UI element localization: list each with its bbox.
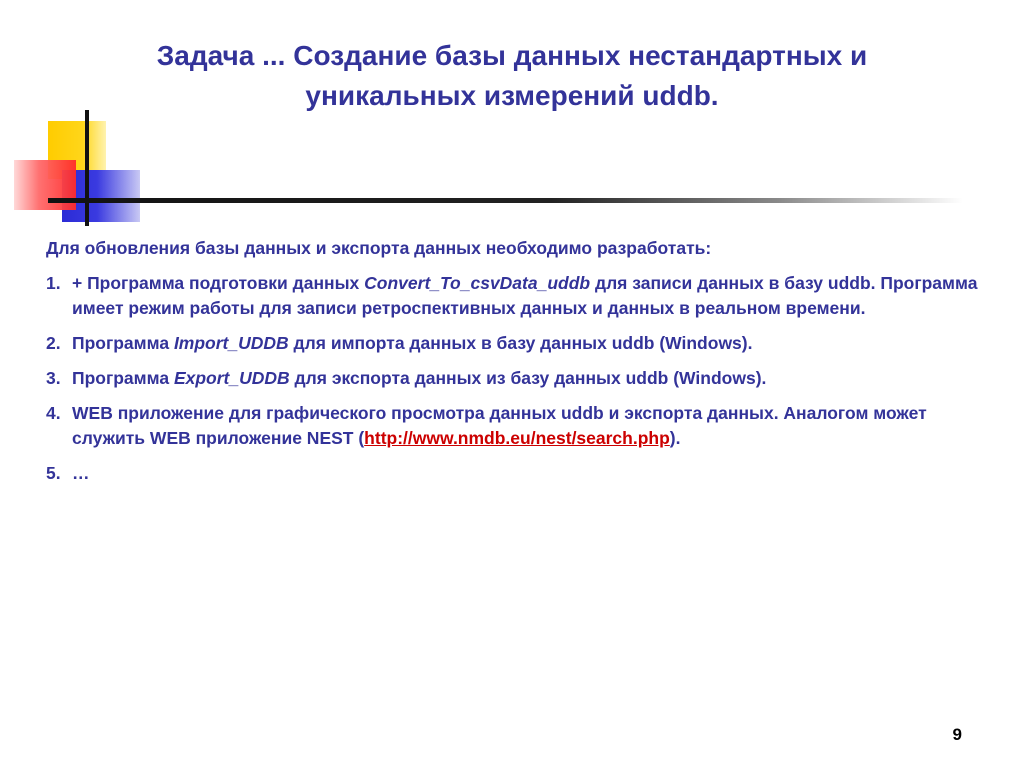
list-item <box>46 271 986 321</box>
item-text: для записи данных в базу uddb. Программа имеет режим работы для записи ретроспективных данных и данных в реальном времени. <box>72 273 978 318</box>
title-line-1: Задача ... Создание базы данных нестандартных и <box>156 40 868 71</box>
list-item <box>46 331 986 356</box>
horizontal-rule <box>48 198 963 203</box>
item-number: 2. <box>46 333 61 353</box>
item-text: WEB приложение для графического просмотра данных uddb и экспорта данных. Аналогом может служить WEB приложение NEST ( <box>72 403 927 448</box>
item-number: 3. <box>46 368 61 388</box>
list-item <box>46 401 986 451</box>
list-item <box>46 461 986 486</box>
nest-link[interactable]: http://www.nmdb.eu/nest/search.php <box>364 428 670 448</box>
program-name: Export_UDDB <box>173 368 290 388</box>
list-item <box>46 366 986 391</box>
item-text: Программа <box>72 368 174 388</box>
item-text: для импорта данных в базу данных uddb (Windows). <box>288 333 753 353</box>
item-number: 5. <box>46 463 61 483</box>
slide-title <box>40 36 984 116</box>
item-text: ). <box>669 428 681 448</box>
item-text: для экспорта данных из базу данных uddb (Windows). <box>289 368 767 388</box>
vertical-rule <box>85 110 89 226</box>
item-number: 4. <box>46 403 61 423</box>
item-text: … <box>72 463 90 483</box>
title-line-2: уникальных измерений uddb. <box>305 80 719 111</box>
intro-text: Для обновления базы данных и экспорта данных необходимо разработать: <box>46 238 712 258</box>
program-name: Import_UDDB <box>173 333 289 353</box>
item-text: + Программа подготовки данных <box>72 273 365 293</box>
page-number: 9 <box>952 725 962 744</box>
slide-body <box>46 236 986 496</box>
item-text: Программа <box>72 333 174 353</box>
item-number: 1. <box>46 273 61 293</box>
program-name: Convert_To_csvData_uddb <box>364 273 591 293</box>
